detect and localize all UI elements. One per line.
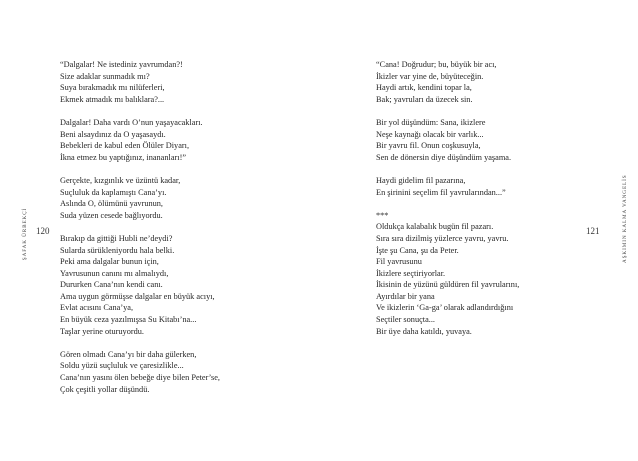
poem-line: Bebekleri de kabul eden Ölüler Diyarı, [60, 141, 190, 151]
right-poem-column [376, 59, 626, 349]
left-poem-column [60, 59, 310, 407]
poem-line: “Cana! Doğrudur; bu, büyük bir acı, [376, 60, 497, 69]
poem-line: İkisinin de yüzünü güldüren fil yavrularını, [376, 280, 520, 290]
poem-line: En şirinini seçelim fil yavrularından...” [376, 187, 506, 197]
poem-line: Bak; yavruları da üzecek sin. [376, 94, 473, 104]
poem-line: Gören olmadı Cana’yı bir daha gülerken, [60, 349, 197, 359]
poem-line: Bir üye daha katıldı, yuvaya. [376, 326, 472, 336]
poem-line: Ayırdılar bir yana [376, 291, 435, 301]
poem-line: En büyük ceza yazılmışsa Su Kitabı’na... [60, 315, 197, 325]
right-running-head: AŞKIMIN KALMA VANGELİS [622, 174, 628, 263]
poem-line: Sen de dönersin diye düşündüm yaşama. [376, 152, 512, 162]
poem-line: *** [376, 210, 389, 220]
stanza [60, 233, 310, 337]
stanza [60, 349, 310, 395]
poem-line: Neşe kaynağı olacak bir varlık... [376, 129, 484, 139]
poem-line: Seçtiler sonuçta... [376, 315, 435, 325]
poem-line: Dururken Cana’nın kendi canı. [60, 280, 163, 290]
stanza [60, 175, 310, 221]
poem-line: Bir yol düşündüm: Sana, ikizlere [376, 117, 486, 127]
stanza [376, 59, 626, 105]
poem-line: Oldukça kalabalık bugün fil pazarı. [376, 222, 494, 232]
poem-line: Aslında O, ölümünü yavrunun, [60, 199, 164, 209]
poem-line: Çok çeşitli yollar düşündü. [60, 384, 150, 394]
poem-line: İkna etmez bu yaptığınız, inananları!” [60, 152, 187, 162]
poem-line: Evlat acısını Cana’ya, [60, 303, 134, 313]
poem-line: Size adaklar sunmadık mı? [60, 71, 150, 81]
right-page [319, 0, 638, 461]
poem-line: Ekmek atmadık mı balıklara?... [60, 94, 165, 104]
poem-line: Yavrusunun canını mı almalıydı, [60, 268, 169, 278]
left-page-number: 120 [36, 226, 50, 236]
left-running-head: ŞAFAK ÜRBEKÇİ [22, 207, 28, 261]
poem-line: Soldu yüzü suçluluk ve çaresizlikle... [60, 361, 184, 371]
poem-line: Sıra sıra dizilmiş yüzlerce yavru, yavru. [376, 233, 509, 243]
poem-line: “Dalgalar! Ne istediniz yavrumdan?! [60, 60, 183, 69]
poem-line: Taşlar yerine oturuyordu. [60, 326, 144, 336]
poem-line: Fil yavrusunu [376, 257, 422, 267]
stanza [376, 175, 626, 198]
poem-line: Ama uygun görmüşse dalgalar en büyük acıyı, [60, 291, 215, 301]
poem-line: Peki ama dalgalar bunun için, [60, 257, 159, 267]
stanza [60, 59, 310, 105]
poem-line: İkizler var yine de, büyüteceğin. [376, 71, 484, 81]
poem-line: Bırakıp da gittiği Hubli ne’deydi? [60, 233, 173, 243]
poem-line: Beni alsaydınız da O yaşasaydı. [60, 129, 166, 139]
right-page-number: 121 [586, 226, 600, 236]
poem-line: Suya bırakmadık mı nilüferleri, [60, 83, 165, 93]
poem-line: Ve ikizlerin ‘Ga-ga’ olarak adlandırdığını [376, 303, 514, 313]
poem-line: Bir yavru fil. Onun coşkusuyla, [376, 141, 481, 151]
poem-line: Sularda sürükleniyordu hala belki. [60, 245, 175, 255]
poem-line: Haydi gidelim fil pazarına, [376, 175, 466, 185]
stanza [60, 117, 310, 163]
poem-line: Cana’nın yasını ölen bebeğe diye bilen Peter’se, [60, 373, 220, 383]
poem-line: Haydi artık, kendini topar la, [376, 83, 472, 93]
stanza [376, 210, 626, 338]
poem-line: Suda yüzen cesede bağlıyordu. [60, 210, 163, 220]
stanza [376, 117, 626, 163]
poem-line: Suçluluk da kaplamıştı Cana’yı. [60, 187, 167, 197]
poem-line: Dalgalar! Daha vardı O’nun yaşayacakları. [60, 117, 203, 127]
poem-line: İşte şu Cana, şu da Peter. [376, 245, 459, 255]
poem-line: Gerçekte, kızgınlık ve üzüntü kadar, [60, 175, 181, 185]
poem-line: İkizlere seçtiriyorlar. [376, 268, 446, 278]
